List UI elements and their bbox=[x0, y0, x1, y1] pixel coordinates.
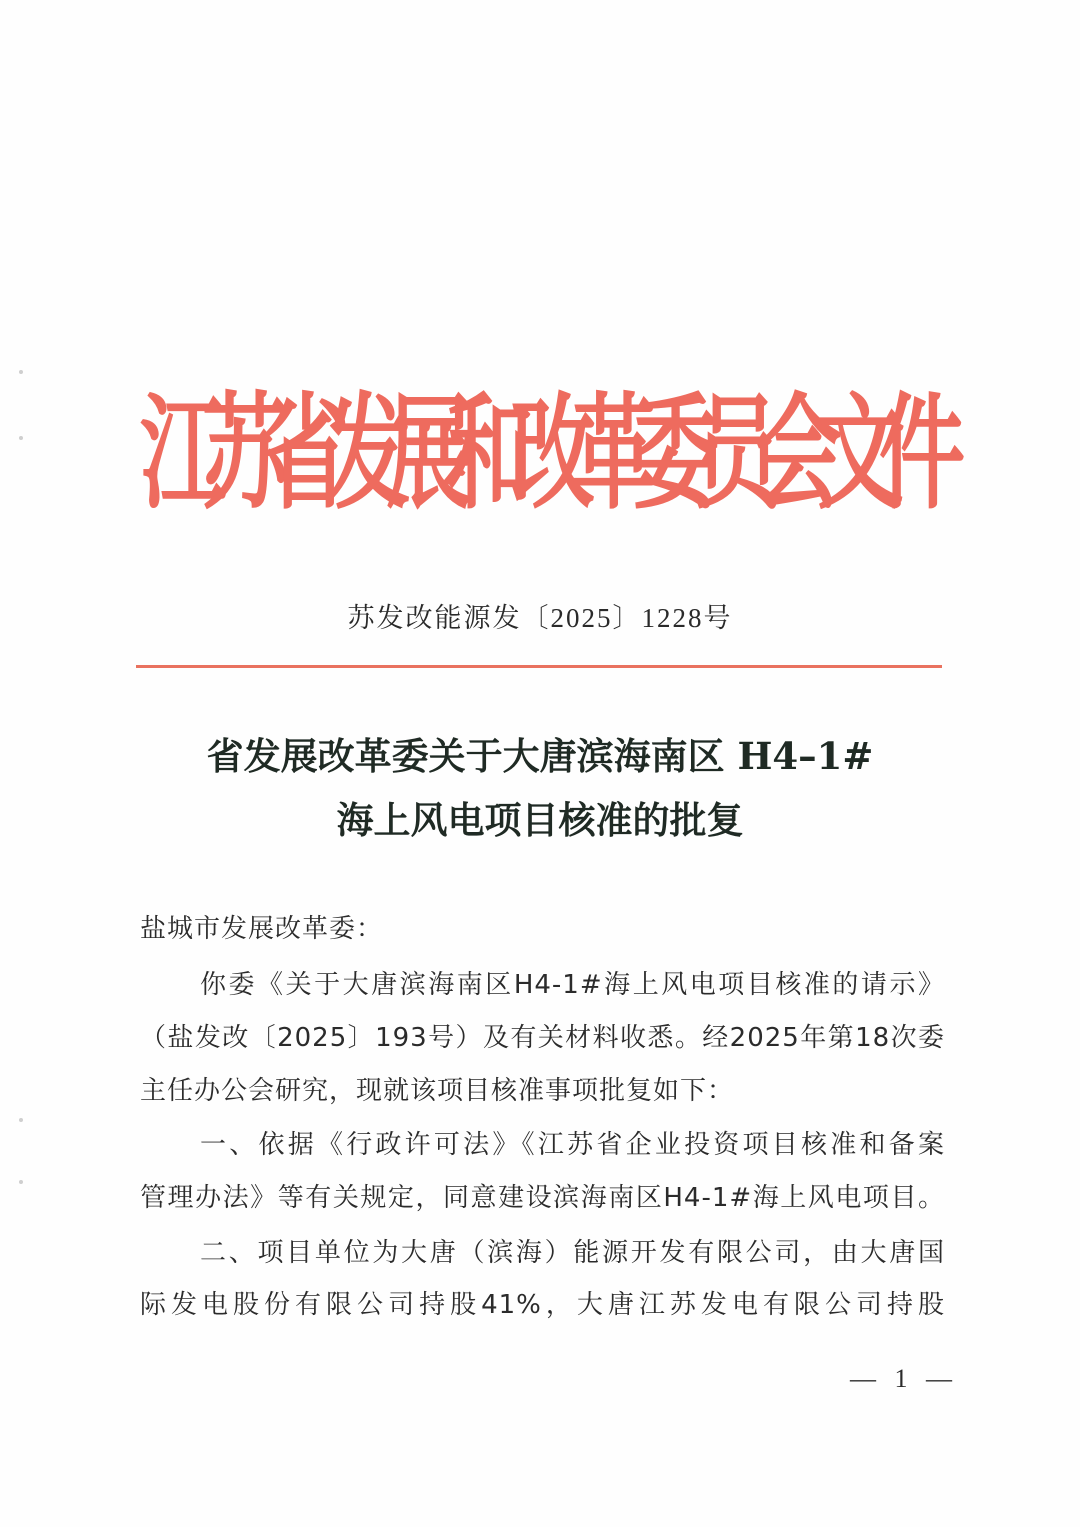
document-title-line-2: 海上风电项目核准的批复 bbox=[336, 798, 744, 842]
masthead-char: 文 bbox=[817, 380, 898, 528]
masthead-char: 件 bbox=[878, 380, 959, 528]
masthead-char: 苏 bbox=[201, 380, 282, 528]
masthead-char: 江 bbox=[140, 380, 220, 528]
masthead-char: 委 bbox=[632, 380, 713, 528]
masthead-char: 革 bbox=[571, 380, 652, 528]
body-line: 你委《关于大唐滨海南区H4-1#海上风电项目核准的请示》 bbox=[200, 970, 945, 1000]
masthead-char: 展 bbox=[386, 380, 467, 528]
masthead-char: 改 bbox=[509, 380, 590, 528]
document-number: 苏发改能源发〔2025〕1228号 bbox=[347, 603, 733, 633]
masthead-char: 发 bbox=[324, 380, 405, 528]
document-masthead bbox=[140, 334, 959, 552]
scan-speck bbox=[19, 1118, 23, 1122]
body-line: 二、项目单位为大唐（滨海）能源开发有限公司，由大唐国 bbox=[200, 1238, 945, 1268]
red-separator-rule bbox=[136, 665, 942, 668]
masthead-char: 和 bbox=[447, 380, 528, 528]
salutation: 盐城市发展改革委： bbox=[140, 914, 384, 944]
masthead-char: 会 bbox=[755, 380, 836, 528]
body-line: （盐发改〔2025〕193号）及有关材料收悉。经2025年第18次委 bbox=[140, 1023, 945, 1053]
page-number: — 1 — bbox=[850, 1364, 958, 1393]
document-title-line-1: 省发展改革委关于大唐滨海南区 H4–1# bbox=[206, 734, 874, 778]
masthead-char: 省 bbox=[263, 380, 344, 528]
body-line: 管理办法》等有关规定，同意建设滨海南区H4-1#海上风电项目。 bbox=[140, 1183, 945, 1213]
scan-speck bbox=[19, 1180, 23, 1184]
masthead-char: 员 bbox=[694, 380, 775, 528]
body-line: 一、依据《行政许可法》《江苏省企业投资项目核准和备案 bbox=[200, 1130, 945, 1160]
scan-speck bbox=[19, 370, 23, 374]
body-line: 主任办公会研究，现就该项目核准事项批复如下： bbox=[140, 1076, 735, 1106]
scan-speck bbox=[19, 436, 23, 440]
body-line: 际发电股份有限公司持股41%，大唐江苏发电有限公司持股 bbox=[140, 1290, 945, 1320]
